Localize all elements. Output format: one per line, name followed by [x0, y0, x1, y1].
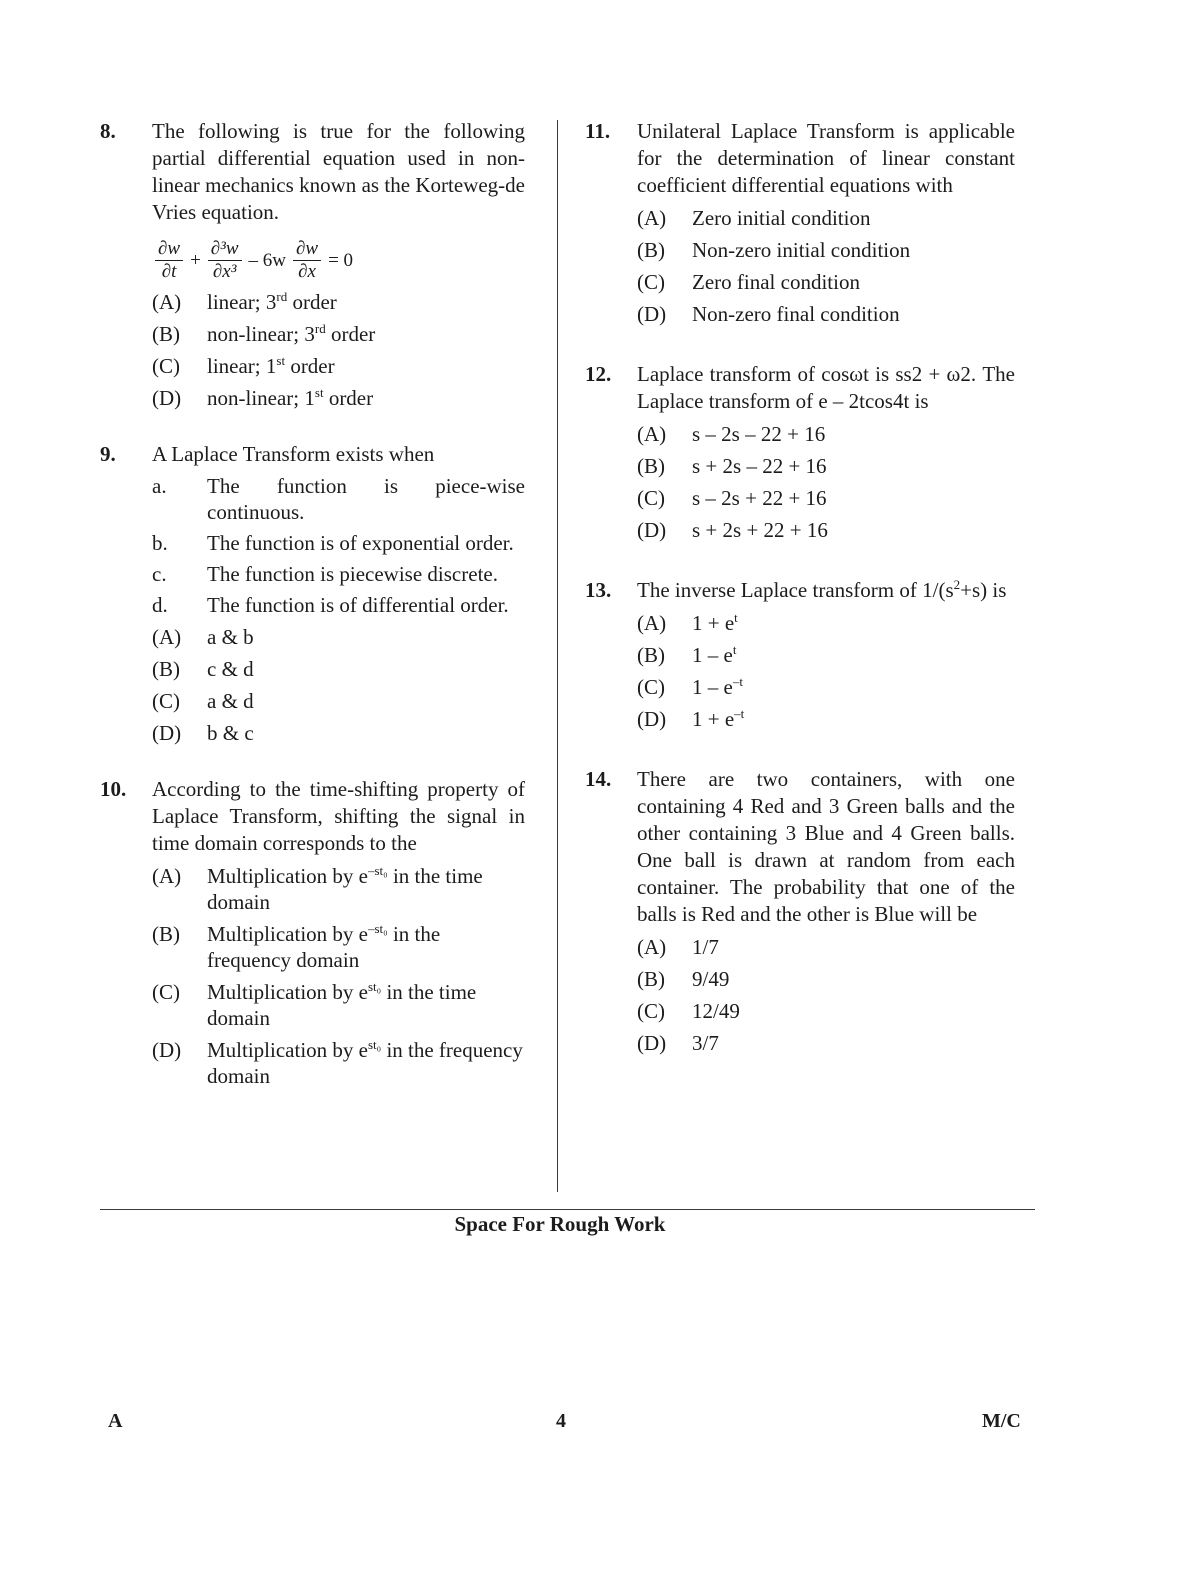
question-10: [100, 776, 525, 1089]
question-8: [100, 118, 525, 411]
question-11: [585, 118, 1015, 327]
sub-item: d. The function is of differential order.: [152, 593, 509, 617]
right-column: [585, 118, 1015, 1056]
sub-item: a. The function is piece-wise continuous.: [152, 474, 525, 524]
question-text: Unilateral Laplace Transform is applicable for the determination of linear constant coefficient differential equations with: [637, 119, 1015, 197]
question-number: 8.: [100, 119, 116, 143]
option: (D) non-linear; 1st order: [152, 385, 374, 410]
option: (B) c & d: [152, 657, 254, 681]
question-13: [585, 577, 1015, 732]
question-text: The following is true for the following partial differential equation used in non-linear mechanics known as the Korteweg-de Vries equation.: [152, 119, 525, 224]
option: (A) 1/7: [637, 935, 719, 959]
option: (B) $1 - e^t$: [637, 642, 737, 667]
paper-code: M/C: [982, 1410, 1021, 1432]
question-text: Laplace transform of cosωt is ss2 + ω2. The Laplace transform of e – 2tcos4t is: [637, 362, 1015, 413]
option: (A) a & b: [152, 625, 254, 649]
option: (A) Zero initial condition: [637, 206, 871, 230]
option: (A) Multiplication by $e^{-st_0}$ in the time domain: [152, 863, 483, 914]
option: (B) non-linear; 3rd order: [152, 321, 376, 346]
question-number: 14.: [585, 767, 612, 791]
question-text: The inverse Laplace transform of $1/(s^2+s)$ is: [637, 577, 1007, 602]
column-divider: [557, 120, 558, 1192]
question-number: 11.: [585, 119, 611, 143]
sub-item: c. The function is piecewise discrete.: [152, 562, 498, 586]
option: (D) $1 + e^{-t}$: [637, 706, 745, 731]
question-text: According to the time-shifting property of Laplace Transform, shifting the signal in time domain corresponds to the: [152, 777, 525, 855]
option: (A) linear; 3rd order: [152, 289, 337, 314]
rough-work-heading: Space For Rough Work: [454, 1212, 666, 1236]
option: (A) $1 + e^t$: [637, 610, 738, 635]
option: (D) b & c: [152, 721, 254, 745]
option: (B) Non-zero initial condition: [637, 238, 911, 262]
left-column: [100, 118, 525, 1089]
footer-rule: [100, 1209, 1035, 1210]
option: (C) s – 2s + 22 + 16: [637, 486, 827, 510]
option: (C) linear; 1st order: [152, 353, 335, 378]
question-14: [585, 766, 1015, 1056]
question-number: 12.: [585, 362, 612, 386]
option: (C) a & d: [152, 689, 254, 713]
option: (D) Non-zero final condition: [637, 302, 900, 326]
question-12: [585, 361, 1015, 543]
option: (C) 12/49: [637, 999, 740, 1023]
option: (C) $1 - e^{-t}$: [637, 674, 743, 699]
page-number: 4: [556, 1410, 566, 1432]
option: (C) Zero final condition: [637, 270, 860, 294]
question-text: There are two containers, with one containing 4 Red and 3 Green balls and the other containing 3 Blue and 4 Green balls. One ball is drawn at random from each container. The probability that one of the balls is Red and the other is Blue will be: [637, 767, 1015, 926]
option: (A) s – 2s – 22 + 16: [637, 422, 826, 446]
question-9: [100, 441, 525, 746]
sub-item: b. The function is of exponential order.: [152, 531, 514, 555]
series-code: A: [108, 1410, 123, 1432]
question-number: 10.: [100, 777, 127, 801]
option: (D) 3/7: [637, 1031, 719, 1055]
option: (D) Multiplication by $e^{st_0}$ in the frequency domain: [152, 1037, 523, 1088]
option: (B) 9/49: [637, 967, 730, 991]
option: (C) Multiplication by $e^{st_0}$ in the time domain: [152, 979, 477, 1030]
question-number: 13.: [585, 578, 612, 602]
kdv-equation: $\frac{\partial w}{\partial t}$ + $\frac{\text{∂³w}}{\text{∂x³}}$ – 6w $\frac{\partial w}{\partial x}$ = 0: [152, 238, 525, 283]
question-number: 9.: [100, 442, 116, 466]
option: (B) Multiplication by $e^{-st_0}$ in the frequency domain: [152, 921, 441, 972]
option: (B) s + 2s – 22 + 16: [637, 454, 827, 478]
question-text: A Laplace Transform exists when: [152, 442, 435, 466]
option: (D) s + 2s + 22 + 16: [637, 518, 828, 542]
